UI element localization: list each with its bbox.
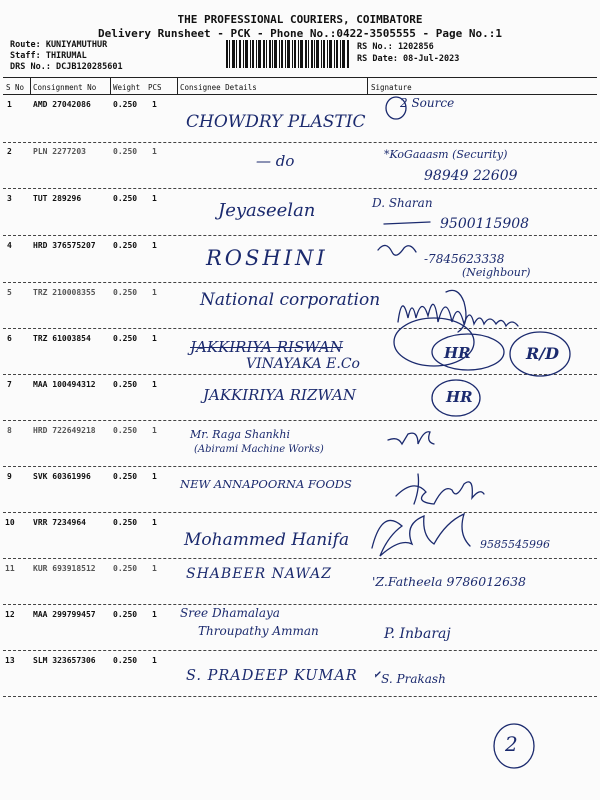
staff-label: Staff: THIRUMAL: [10, 51, 87, 61]
row-signature: HR: [446, 388, 473, 406]
scribble-signature: [414, 474, 419, 504]
row-sno: 3: [7, 194, 12, 203]
row-consignee: Mohammed Hanifa: [184, 530, 350, 550]
row-sno: 2: [7, 147, 12, 156]
scribble-signature: [396, 482, 484, 504]
row-weight: 0.250: [113, 426, 138, 435]
row-weight: 0.250: [113, 564, 138, 573]
row-weight: 0.250: [113, 656, 138, 665]
row-signature: *KoGaaasm (Security): [384, 148, 508, 161]
row-consignee: Sree Dhamalaya: [180, 606, 280, 620]
row-signature: D. Sharan: [372, 196, 433, 210]
row-consignee-extra: VINAYAKA E.Co: [246, 356, 360, 372]
row-consignee: JAKKIRIYA RIZWAN: [203, 386, 357, 404]
company-title: THE PROFESSIONAL COURIERS, COIMBATORE: [177, 13, 423, 26]
rs-date: RS Date: 08-Jul-2023: [357, 54, 460, 64]
row-consignment: SVK 60361996: [33, 472, 91, 481]
scribble-signature: [372, 514, 470, 556]
row-pcs: 1: [152, 656, 157, 665]
row-consignee-extra: Throupathy Amman: [198, 624, 319, 638]
signature-circle: [386, 97, 406, 119]
row-consignee: CHOWDRY PLASTIC: [186, 112, 366, 132]
row-pcs: 1: [152, 426, 157, 435]
row-weight: 0.250: [113, 194, 138, 203]
row-pcs: 1: [152, 472, 157, 481]
row-pcs: 1: [152, 334, 157, 343]
row-sno: 6: [7, 334, 12, 343]
row-consignment: MAA 100494312: [33, 380, 96, 389]
row-weight: 0.250: [113, 241, 138, 250]
row-pcs: 1: [152, 194, 157, 203]
row-consignee-extra: (Abirami Machine Works): [194, 444, 324, 455]
row-signature: HR: [444, 344, 471, 362]
col-weight: Weight: [113, 83, 141, 92]
row-weight: 0.250: [113, 518, 138, 527]
scribble-signature: [376, 672, 380, 676]
row-sno: 12: [5, 610, 15, 619]
signature-circle: [432, 334, 504, 370]
route-label: Route: KUNIYAMUTHUR: [10, 40, 108, 50]
rs-number: RS No.: 1202856: [357, 42, 434, 52]
row-sno: 10: [5, 518, 15, 527]
row-consignment: SLM 323657306: [33, 656, 96, 665]
row-sno: 9: [7, 472, 12, 481]
drs-label: DRS No.: DCJB120285601: [10, 62, 123, 72]
row-consignee: Jeyaseelan: [218, 200, 316, 221]
row-consignment: HRD 722649218: [33, 426, 96, 435]
row-weight: 0.250: [113, 380, 138, 389]
row-consignment: VRR 7234964: [33, 518, 86, 527]
row-consignee: Mr. Raga Shankhi: [190, 428, 291, 441]
row-consignment: AMD 27042086: [33, 100, 91, 109]
row-consignee: National corporation: [200, 290, 381, 310]
row-consignment: TRZ 210008355: [33, 288, 96, 297]
row-sno: 13: [5, 656, 15, 665]
row-sno: 4: [7, 241, 12, 250]
row-weight: 0.250: [113, 334, 138, 343]
row-consignee: SHABEER NAWAZ: [186, 566, 332, 582]
row-pcs: 1: [152, 241, 157, 250]
row-sno: 7: [7, 380, 12, 389]
row-signature: 9585545996: [480, 538, 550, 551]
row-signature: 2 Source: [400, 96, 455, 110]
row-consignment: KUR 693918512: [33, 564, 96, 573]
scribble-signature: [388, 432, 434, 444]
row-sno: 5: [7, 288, 12, 297]
row-pcs: 1: [152, 100, 157, 109]
row-weight: 0.250: [113, 100, 138, 109]
row-consignment: PLN 2277203: [33, 147, 86, 156]
page-mark: 2: [505, 732, 518, 756]
row-signature: ' S. Prakash: [374, 672, 446, 686]
col-consignee: Consignee Details: [180, 83, 257, 92]
row-consignment: MAA 299799457: [33, 610, 96, 619]
row-pcs: 1: [152, 610, 157, 619]
col-signature: Signature: [371, 83, 412, 92]
row-pcs: 1: [152, 147, 157, 156]
row-sno: 8: [7, 426, 12, 435]
row-consignee: S. PRADEEP KUMAR: [186, 668, 358, 684]
scribble-signature: [378, 245, 416, 255]
row-signature-phone: 98949 22609: [424, 168, 518, 184]
row-pcs: 1: [152, 518, 157, 527]
row-consignee: ROSHINI: [206, 246, 328, 270]
row-signature-phone: 9500115908: [440, 216, 530, 232]
row-signature-note: (Neighbour): [462, 266, 531, 279]
row-consignment: HRD 376575207: [33, 241, 96, 250]
row-pcs: 1: [152, 380, 157, 389]
runsheet-subtitle: Delivery Runsheet - PCK - Phone No.:0422-3505555 - Page No.:1: [98, 27, 502, 40]
row-consignment: TRZ 61003854: [33, 334, 91, 343]
row-weight: 0.250: [113, 147, 138, 156]
row-pcs: 1: [152, 288, 157, 297]
row-consignee: NEW ANNAPOORNA FOODS: [180, 477, 352, 491]
row-consignment: TUT 289296: [33, 194, 82, 203]
strike-mark: [384, 222, 430, 224]
row-sno: 11: [5, 564, 15, 573]
row-sno: 1: [7, 100, 12, 109]
signature-circle: [432, 380, 480, 416]
row-weight: 0.250: [113, 472, 138, 481]
row-signature: -7845623338: [424, 252, 505, 266]
col-pcs: PCS: [148, 83, 162, 92]
row-signature: 'Z.Fatheela 9786012638: [372, 574, 526, 589]
row-consignee: JAKKIRIYA RISWAN: [190, 338, 343, 356]
col-sno: S No: [6, 83, 25, 92]
row-pcs: 1: [152, 564, 157, 573]
row-signature-note: R/D: [526, 344, 560, 363]
row-signature: P. Inbaraj: [384, 626, 451, 642]
col-consignment: Consignment No: [33, 83, 97, 92]
signature-circle: [510, 332, 570, 376]
row-weight: 0.250: [113, 288, 138, 297]
row-weight: 0.250: [113, 610, 138, 619]
row-consignee: — do: [256, 152, 295, 170]
